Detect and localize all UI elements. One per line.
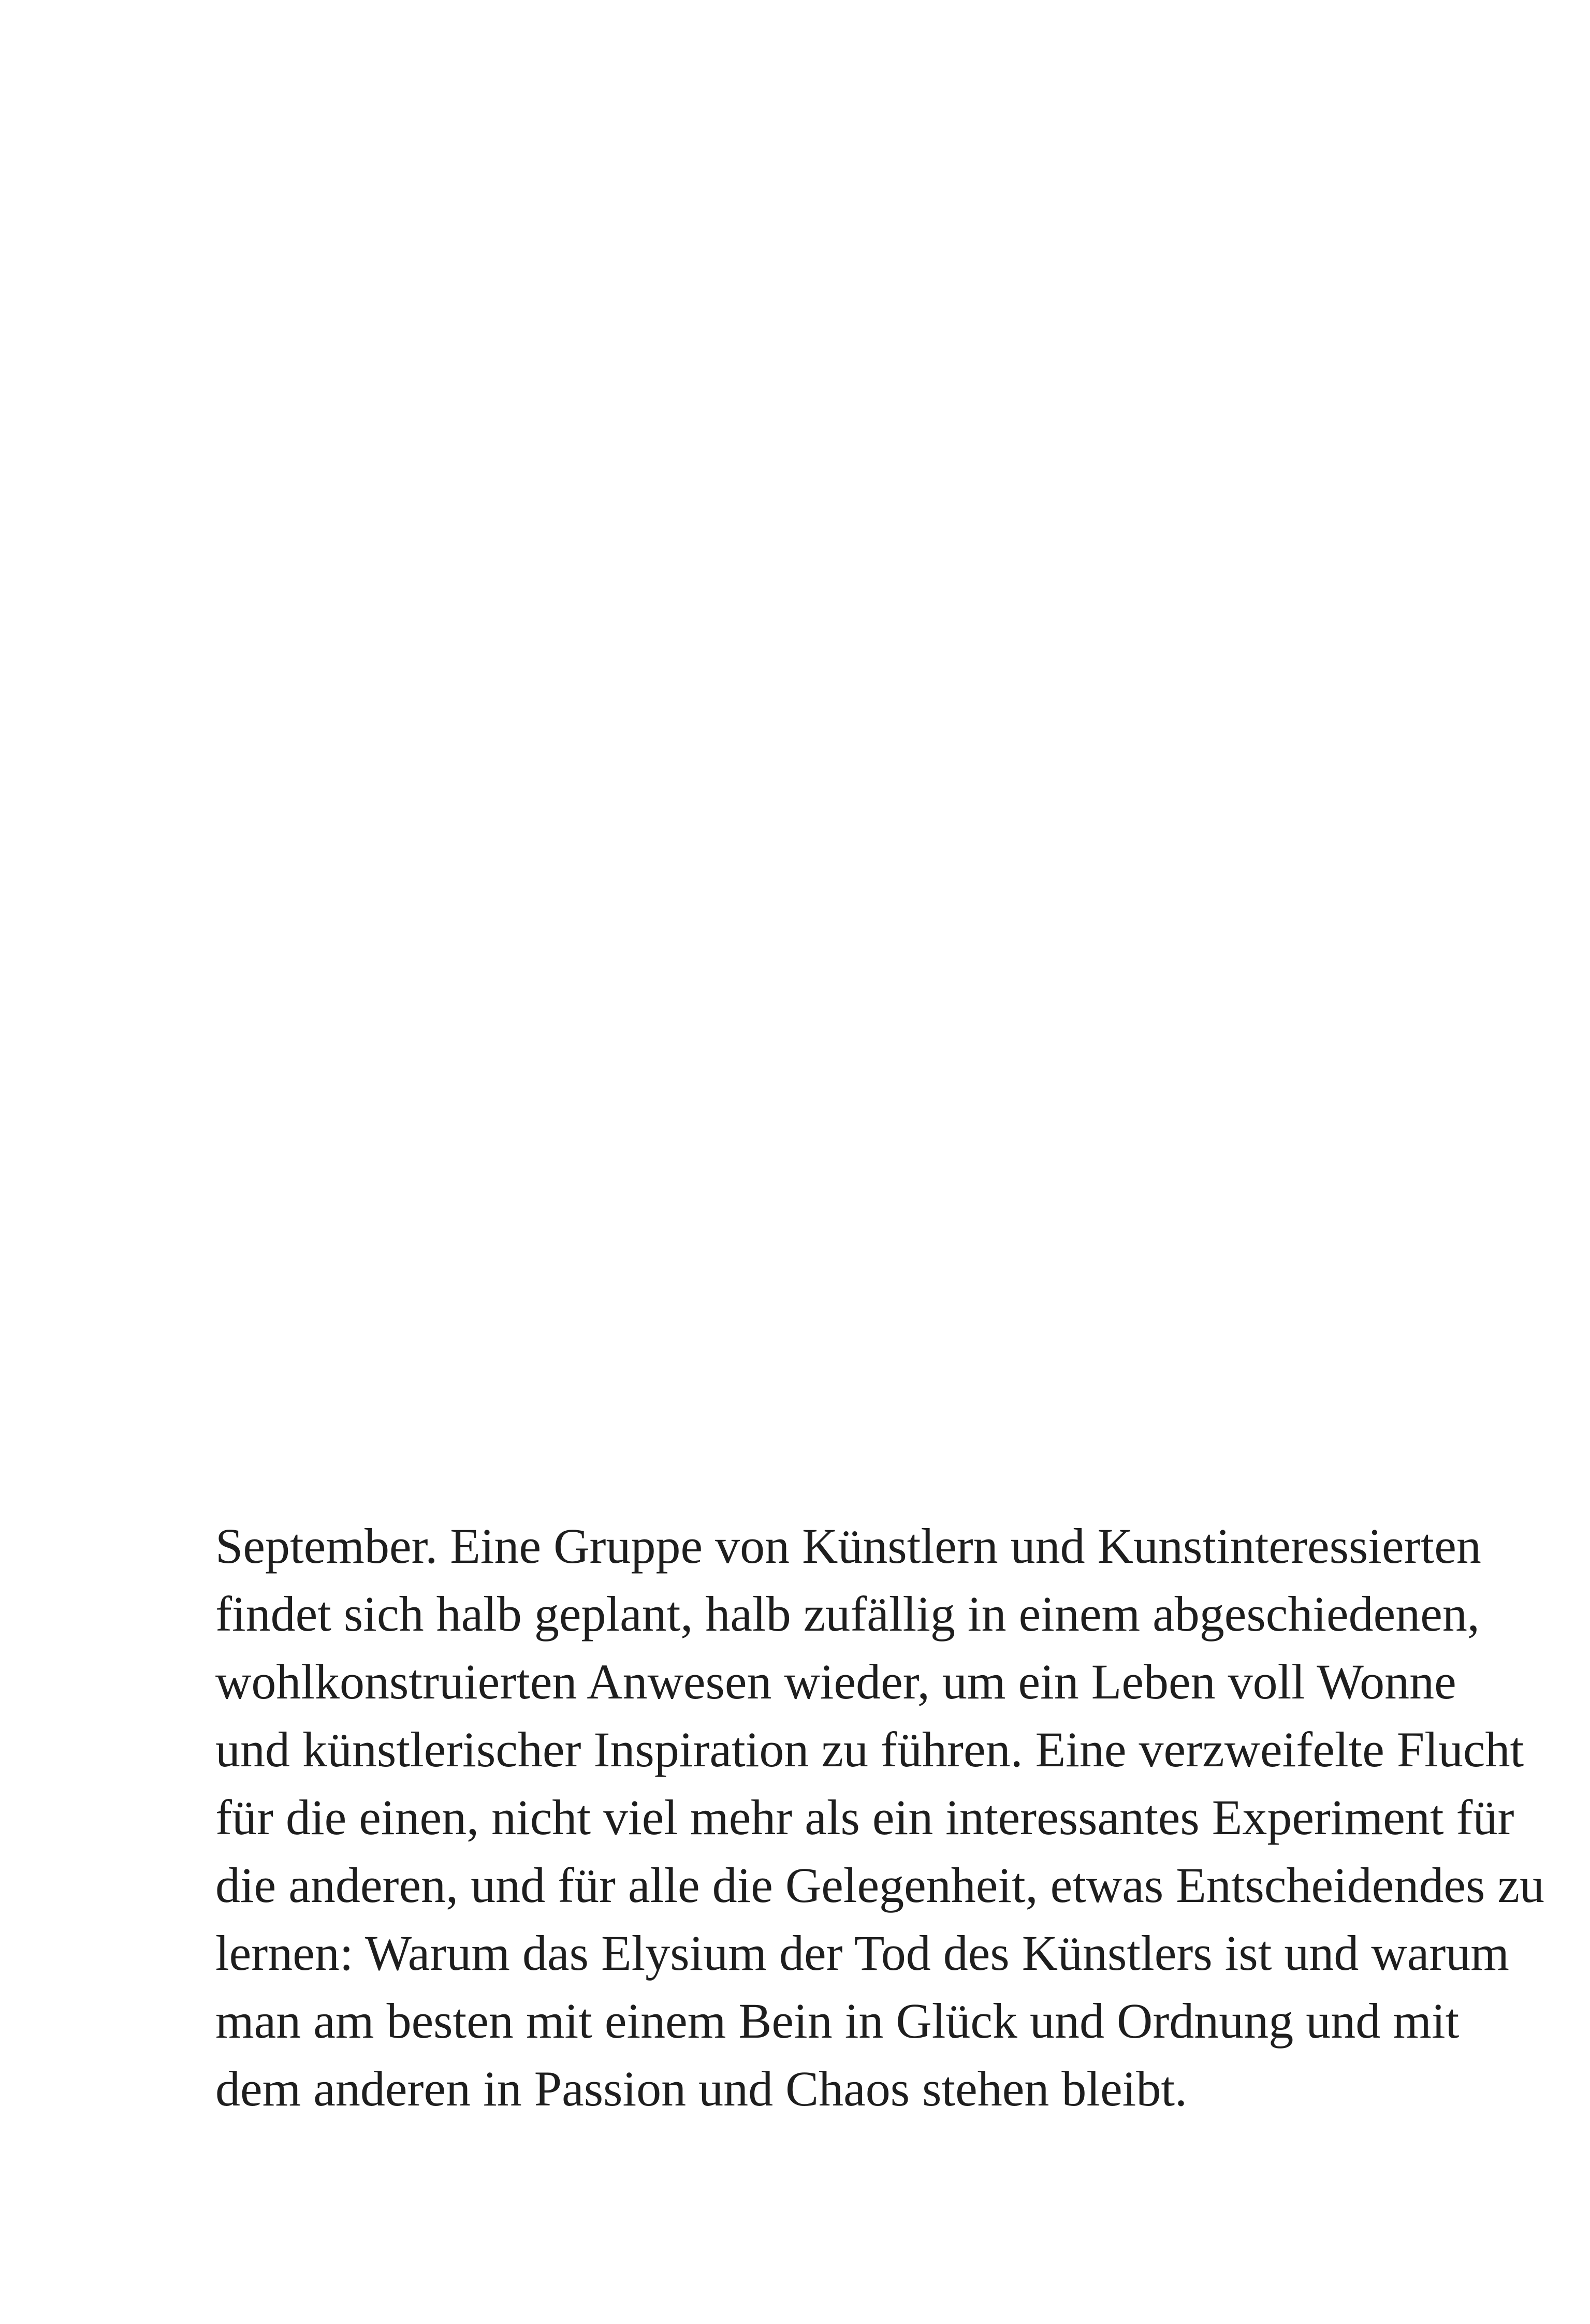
paragraph-line-1: September. Eine Gruppe von Künstlern und Kunstinteressierten bbox=[215, 1518, 1481, 1574]
paragraph-line-8: man am besten mit einem Bein in Glück und Ordnung und mit bbox=[215, 1993, 1460, 2049]
blurb-paragraph bbox=[215, 1512, 1544, 2123]
paragraph-line-4: und künstlerischer Inspiration zu führen. Eine verzweifelte Flucht bbox=[215, 1722, 1524, 1777]
paragraph-line-6: die anderen, und für alle die Gelegenheit, etwas Entscheidendes zu bbox=[215, 1857, 1544, 1913]
paragraph-line-9: dem anderen in Passion und Chaos stehen bleibt. bbox=[215, 2061, 1188, 2116]
paragraph-line-3: wohlkonstruierten Anwesen wieder, um ein Leben voll Wonne bbox=[215, 1654, 1456, 1709]
paragraph-line-2: findet sich halb geplant, halb zufällig in einem abgeschiedenen, bbox=[215, 1586, 1480, 1642]
paragraph-line-7: lernen: Warum das Elysium der Tod des Künstlers ist und warum bbox=[215, 1925, 1509, 1981]
paragraph-line-5: für die einen, nicht viel mehr als ein interessantes Experiment für bbox=[215, 1790, 1514, 1845]
